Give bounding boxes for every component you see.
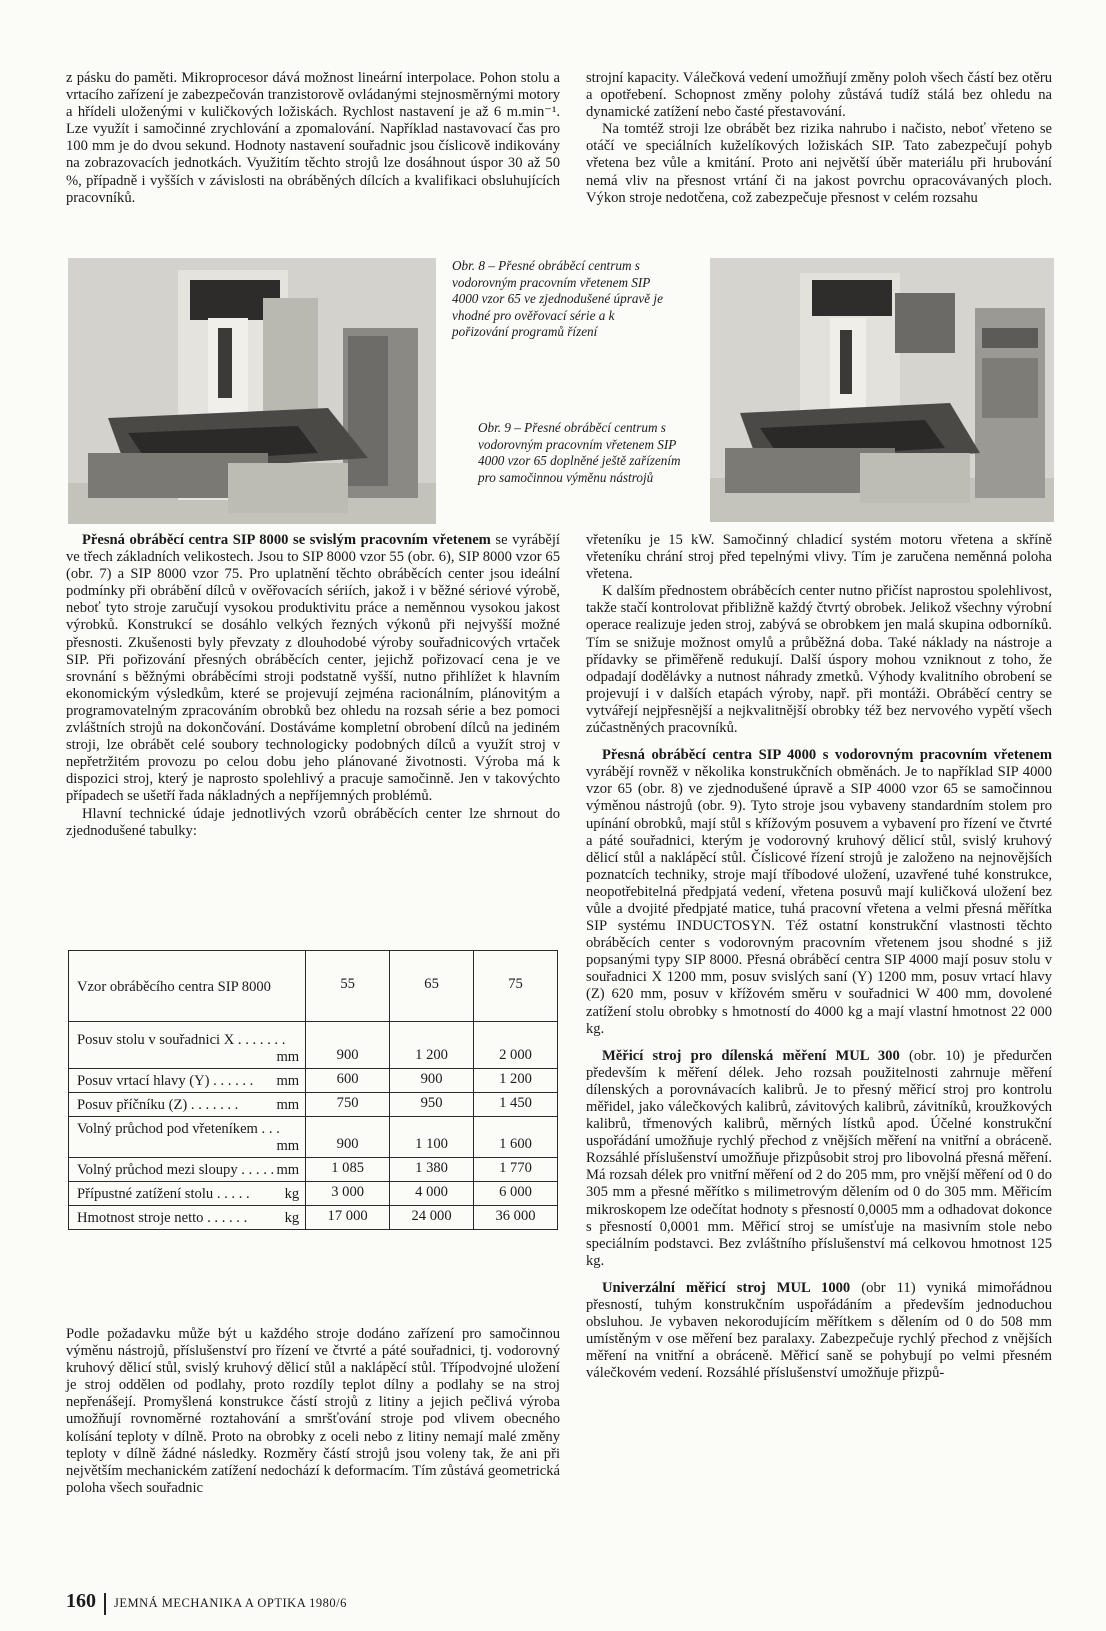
figure-8-photo <box>68 258 436 524</box>
paragraph: z pásku do paměti. Mikroprocesor dává možnost lineární interpolace. Pohon stolu a vrtacího zařízení je zabezpečován tranzistorově ovládanými stejnosměrnými motory a hřídeli uloženými v kuličkových ložiskách. Rychlost nastavení je až 6 m.min⁻¹. Lze využít i samočinné zrychlování a zpomalování. Například nastavovací čas pro 100 mm je do dvou sekund. Hodnoty nastavení souřadnic jsou číslicově indikovány na zobrazovacích jednotkách. Využitím těchto strojů lze dosáhnout úspor 30 až 50 %, případně i vyšších v závislosti na obráběných dílcích a kvalifikaci obsluhujících pracovníků. <box>66 70 560 206</box>
left-column-top <box>66 70 560 207</box>
page-footer <box>66 1590 347 1615</box>
table-cell: 750 <box>306 1093 390 1117</box>
table-cell: 1 085 <box>306 1158 390 1182</box>
paragraph: Přesná obráběcí centra SIP 4000 s vodorovným pracovním vřetenem vyrábějí rovněž v několika konstrukčních obměnách. Je to například SIP 4000 vzor 65 (obr. 8) ve zjednodušené úpravě a SIP 4000 vzor 65 se samočinnou výměnou nástrojů (obr. 9). Tyto stroje jsou vybaveny standardním stolem pro upínání obrobků, mají stůl s křížovým posuvem a vybavení pro řízení ve čtvrté a páté souřadnici, kterým je vodorovný kruhový dělicí stůl, svislý kruhový dělicí stůl a naklápěcí stůl. Číslicové řízení strojů je založeno na nejnovějších poznatcích techniky, stroje mají tříbodové uložení, uzavřené tuhé konstrukce, neopotřebitelná předpjatá vedení, vřetena posuvů mají kuličková uložení bez vůle a dvojité předpjaté matice, tuhá pracovní vřetena a velmi přesná měřítka SIP systému INDUCTOSYN. Též ostatní konstrukční vlastnosti těchto obráběcích center s vodorovným pracovním vřetenem jsou shodné s již popsanými typy SIP 8000. Přesná obráběcí centra SIP 4000 mají posuv stolu v souřadnici X 1200 mm, posuv svislých saní (Y) 1200 mm, posuv vrtací hlavy (Z) 620 mm, posuv v křížovém směru v souřadnici W 400 mm, dovolené zatížení stolu obrobky s hmotností do 4000 kg a mají vlastní hmotnost 22 000 kg. <box>586 747 1052 1037</box>
section-heading: Měřicí stroj pro dílenská měření MUL 300 <box>602 1047 900 1064</box>
section-heading: Univerzální měřicí stroj MUL 1000 <box>602 1279 851 1296</box>
section-heading: Přesná obráběcí centra SIP 4000 s vodorovným pracovním vřetenem <box>602 747 1052 764</box>
table-row <box>69 1158 558 1182</box>
table-cell: 900 <box>306 1022 390 1069</box>
table-row <box>69 1182 558 1206</box>
right-column-top <box>586 70 1052 207</box>
row-label: Posuv vrtací hlavy (Y) . . . . . . mm <box>69 1069 306 1093</box>
table-cell: 1 200 <box>390 1022 474 1069</box>
spec-table <box>68 950 558 1230</box>
table-row <box>69 1022 558 1069</box>
table-cell: 4 000 <box>390 1182 474 1206</box>
table-cell: 17 000 <box>306 1206 390 1230</box>
machine-image <box>710 258 1054 522</box>
table-row <box>69 1117 558 1158</box>
table-cell: 1 770 <box>474 1158 558 1182</box>
table-cell: 36 000 <box>474 1206 558 1230</box>
right-column-bottom <box>586 532 1052 1383</box>
paragraph: Měřicí stroj pro dílenská měření MUL 300 (obr. 10) je předurčen především k měření délek. Jeho rozsah použitelnosti zahrnuje měření dílenských a porovnávacích kalibrů. Je to přesný měřicí stroj pro kontrolu měřidel, jako válečkových kalibrů, závitových kalibrů, závitníků, kroužkových kalibrů, třmenových kalibrů, měrných lístků apod. Účelné konstrukční uspořádání umožňuje rychlý přechod z vnějších měření na vnitřní a obráceně. Rozsáhlé příslušenství umožňuje přizpůsobit stroj pro libovolná přesná měření. Má rozsah délek pro vnitřní měření od 2 do 205 mm, pro vnější měření od 0 do 305 mm a přesné měřítko s milimetrovým dělením od 0 do 305 mm. Měřicím mikroskopem lze odečítat hodnoty s přesností 0,0005 mm a odhadovat dokonce s přesností 0,0001 mm. Měřicí stroj se umísťuje na masivním stole nebo speciálním podstavci. Bez zvláštního příslušenství má celkovou hmotnost 125 kg. <box>586 1047 1053 1269</box>
table-cell: 1 600 <box>474 1117 558 1158</box>
section-heading: Přesná obráběcí centra SIP 8000 se svislým pracovním vřetenem <box>82 532 491 548</box>
table-cell: 2 000 <box>474 1022 558 1069</box>
paragraph: Přesná obráběcí centra SIP 8000 se svislým pracovním vřetenem se vyrábějí ve třech základních velikostech. Jsou to SIP 8000 vzor 55 (obr. 6), SIP 8000 vzor 65 (obr. 7) a SIP 8000 vzor 75. Pro uplatnění těchto obráběcích center jsou ideální podmínky při obrábění dílců v ověřovacích sériích, jakož i v běžné sériové výrobě, neboť tyto stroje zaručují vysokou produktivitu práce a neměnnou vysokou jakost výrobků. Konstrukcí se dosáhlo velkých řezných výkonů při nejvyšší možné přesnosti. Zkušenosti byly převzaty z dlouhodobé výroby souřadnicových vrtaček SIP. Při pořizování přesných obráběcích center, jejichž pořizovací cena je ve srovnání s běžnými obráběcími stroji podstatně vyšší, nutno přihlížet k hlavním ekonomickým výsledkům, které se projevují zejména racionálním, plánovitým a programovatelným zpracováním obrobků bez ohledu na rozsah série a bez pomoci zvláštních strojů na dokončování. Dostáváme kompletní obrobení dílců na jediném stroji, lze obrábět celé soubory technologicky podobných dílců a využít stroj v nepřetržitém provozu po celou dobu jeho plánované životnosti. Výroba má k dispozici stroj, který je naprosto spolehlivý a pracuje samočinně. Jen v takovýchto případech se ušetří řada nákladných a nepříjemných problémů. <box>66 532 560 805</box>
table-cell: 900 <box>306 1117 390 1158</box>
paragraph: K dalším přednostem obráběcích center nutno přičíst naprostou spolehlivost, takže stačí kontrolovat přibližně každý čtvrtý obrobek. Jelikož všechny výrobní operace realizuje jeden stroj, zabývá se obrobkem jen malá skupina odborníků. Tím se snižuje možnost omylů a průběžná doba. Také náklady na nástroje a přídavky se přiměřeně redukují. Další úspory mohou vzniknout z toho, že odpadají dodělávky a nutnost náhrady zmetků. Výhody kvalitního obrobení se projevují i v dalších etapách výroby, např. při montáži. Obráběcí centry se vytvářejí nejpřesnější a nejkvalitnější obrobky též bez nervového vypětí všech zúčastněných pracovníků. <box>586 583 1052 737</box>
table-row <box>69 1206 558 1230</box>
figure-8-caption: Obr. 8 – Přesné obráběcí centrum s vodorovným pracovním vřetenem SIP 4000 vzor 65 ve zjednodušené úpravě je vhodné pro ověřovací série a k pořizování programů řízení <box>452 258 663 340</box>
paragraph: Na tomtéž stroji lze obrábět bez rizika nahrubo i načisto, neboť vřeteno se otáčí ve speciálních kuželíkových ložiskách SIP. Tato zabezpečují pohyb vřetena bez vůle a kmitání. Proto ani největší úběr materiálu při hrubování nemá vliv na přesnost vrtání či na jakost povrchu opracovávaných ploch. Výkon stroje nedotčena, což zabezpečuje přesnost v celém rozsahu <box>586 121 1052 206</box>
machine-image <box>68 258 436 524</box>
table-cell: 6 000 <box>474 1182 558 1206</box>
table-cell: 1 380 <box>390 1158 474 1182</box>
row-label: Hmotnost stroje netto . . . . . . kg <box>69 1206 306 1230</box>
divider <box>104 1593 106 1615</box>
table-cell: 1 450 <box>474 1093 558 1117</box>
table-header-label: Vzor obráběcího centra SIP 8000 <box>69 951 306 1022</box>
table-cell: 600 <box>306 1069 390 1093</box>
journal-title: JEMNÁ MECHANIKA A OPTIKA 1980/6 <box>114 1596 347 1611</box>
paragraph: Hlavní technické údaje jednotlivých vzorů obráběcích center lze shrnout do zjednodušené tabulky: <box>66 805 560 839</box>
row-label: Posuv stolu v souřadnici X . . . . . . . mm <box>69 1022 306 1069</box>
table-cell: 900 <box>390 1069 474 1093</box>
model-header: 75 <box>474 951 558 1022</box>
row-label: Posuv příčníku (Z) . . . . . . . mm <box>69 1093 306 1117</box>
row-label: Přípustné zatížení stolu . . . . . kg <box>69 1182 306 1206</box>
table-cell: 1 200 <box>474 1069 558 1093</box>
page-number: 160 <box>66 1590 96 1612</box>
figure-9-caption: Obr. 9 – Přesné obráběcí centrum s vodorovným pracovním vřetenem SIP 4000 vzor 65 doplněné ještě zařízením pro samočinnou výměnu nástrojů <box>478 420 681 485</box>
table-cell: 1 100 <box>390 1117 474 1158</box>
table-cell: 950 <box>390 1093 474 1117</box>
row-label: Volný průchod mezi sloupy . . . . . mm <box>69 1158 306 1182</box>
figure-9-photo <box>710 258 1054 522</box>
table-row <box>69 1069 558 1093</box>
paragraph: vřeteníku je 15 kW. Samočinný chladicí systém motoru vřetena a skříně vřeteníku chrání stroj před tepelnými vlivy. Tím je zaručena neměnná poloha vřetena. <box>586 532 1052 583</box>
table-row <box>69 1093 558 1117</box>
paragraph: Univerzální měřicí stroj MUL 1000 (obr 11) vyniká mimořádnou přesností, tuhým konstrukčním uspořádáním a především jednoduchou obsluhou. Je vybaven nekorodujícím měřítkem s dělením od 0 do 508 mm umístěným v ose měření bez paralaxy. Zabezpečuje rychlý přechod z vnějších měření na vnitřní a obráceně. Měřicí saně se pohybují po velmi přesném válečkovém vedení. Rozsáhlé příslušenství umožňuje přizpů- <box>586 1279 1052 1382</box>
table-header-row <box>69 951 558 1022</box>
left-column-bottom <box>66 532 560 840</box>
model-header: 55 <box>306 951 390 1022</box>
left-column-after-table <box>66 1326 560 1497</box>
table-cell: 3 000 <box>306 1182 390 1206</box>
paragraph: strojní kapacity. Válečková vedení umožňují změny poloh všech částí bez otěru a opotřebení. Schopnost změny polohy zůstává tudíž stálá bez ohledu na dynamické zatížení nebo časté přestavování. <box>586 70 1052 121</box>
paragraph: Podle požadavku může být u každého stroje dodáno zařízení pro samočinnou výměnu nástrojů, příslušenství pro řízení ve čtvrté a páté souřadnici, tj. vodorovný kruhový dělicí stůl, svislý kruhový dělicí stůl a naklápěcí stůl. Třípodvojné uložení je stroj oddělen od podlahy, proto rozdíly teplot dílny a podlahy se na stroj nepřenášejí. Promyšlená konstrukce částí strojů z litiny a jejich pečlivá výroba umožňují rovnoměrné roztahování a smršťování stroje pod vlivem obecného kolísání teploty v dílně. Proto na obrobky z oceli nebo z litiny nemají malé změny teploty v dílně žádné následky. Rozměry částí strojů jsou voleny tak, že ani při největším mechanickém zatížení nedochází k deformacím. Tím zůstává geometrická poloha všech souřadnic <box>66 1326 560 1496</box>
row-label: Volný průchod pod vřeteníkem . . . mm <box>69 1117 306 1158</box>
table-cell: 24 000 <box>390 1206 474 1230</box>
model-header: 65 <box>390 951 474 1022</box>
